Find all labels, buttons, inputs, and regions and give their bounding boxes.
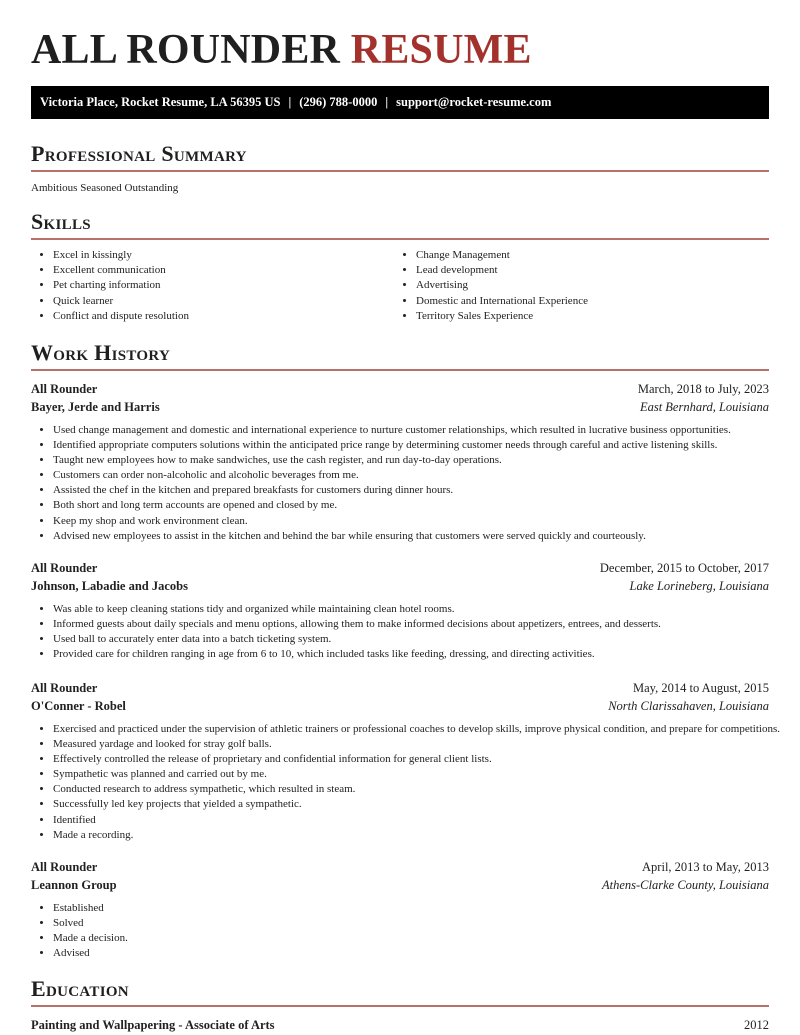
contact-separator: | (385, 95, 389, 109)
job-bullet: • Made a decision. (53, 931, 769, 946)
job-bullets (31, 722, 780, 843)
job-bullet: • Taught new employees how to make sandwiches, use the cash register, and run day-to-day operations. (53, 453, 769, 468)
skill-item: • Territory Sales Experience (416, 309, 757, 324)
job-bullet: • Assisted the chef in the kitchen and prepared breakfasts for customers during dinner hours. (53, 483, 769, 498)
job-bullet: • Identified (53, 813, 769, 828)
skills-columns (31, 248, 769, 324)
skill-item: • Conflict and dispute resolution (53, 309, 394, 324)
job-entry (31, 679, 780, 843)
job-location: North Clarissahaven, Louisiana (608, 699, 769, 713)
job-bullet: • Solved (53, 916, 769, 931)
skill-item: • Lead development (416, 263, 757, 278)
job-dates: May, 2014 to August, 2015 (633, 681, 769, 695)
job-bullet: • Exercised and practiced under the supervision of athletic trainers or professional coaches to develop skills, improve physical condition, and prepare for competitions. (53, 722, 769, 737)
skill-item: • Excellent communication (53, 263, 394, 278)
work-history-section (31, 339, 769, 371)
job-bullet: • Used ball to accurately enter data into a batch ticketing system. (53, 632, 769, 647)
job-title: All Rounder (31, 681, 98, 695)
job-company: O'Conner - Robel (31, 699, 126, 713)
job-company: Bayer, Jerde and Harris (31, 400, 160, 414)
job-bullet: • Sympathetic was planned and carried out by me. (53, 767, 769, 782)
skill-item: • Change Management (416, 248, 757, 263)
job-bullet: • Both short and long term accounts are opened and closed by me. (53, 498, 769, 513)
job-location: Lake Lorineberg, Louisiana (629, 579, 769, 593)
job-bullet: • Advised new employees to assist in the kitchen and behind the bar while ensuring that customers were served quickly and courteously. (53, 529, 769, 544)
job-company: Johnson, Labadie and Jacobs (31, 579, 189, 593)
skills-section (31, 208, 769, 324)
resume-title (31, 26, 532, 74)
skills-list-right (394, 248, 757, 324)
job-location: Athens-Clarke County, Louisiana (601, 878, 769, 892)
job-bullets (31, 423, 769, 544)
contact-separator: | (288, 95, 292, 109)
job-entry (31, 380, 769, 544)
job-bullet: • Provided care for children ranging in age from 6 to 10, which included tasks like feeding, dressing, and directing activities. (53, 647, 769, 662)
skill-item: • Pet charting information (53, 278, 394, 293)
job-dates: March, 2018 to July, 2023 (637, 382, 769, 396)
job-bullet: • Used change management and domestic and international experience to nurture customer relationships, which resulted in lucrative business opportunities. (53, 423, 769, 438)
section-heading: Education (31, 976, 129, 1001)
education-section (31, 975, 769, 1034)
job-bullet: • Was able to keep cleaning stations tidy and organized while maintaining clean hotel rooms. (53, 602, 769, 617)
section-divider (31, 1005, 769, 1007)
job-bullet: • Informed guests about daily specials and menu options, allowing them to make informed decisions about appetizers, entrees, and desserts. (53, 617, 769, 632)
contact-address: Victoria Place, Rocket Resume, LA 56395 US (40, 95, 281, 109)
job-title: All Rounder (31, 860, 98, 874)
education-year: 2012 (744, 1018, 769, 1032)
job-bullets (31, 901, 769, 961)
section-heading: Skills (31, 209, 91, 234)
contact-bar (31, 86, 769, 119)
section-divider (31, 170, 769, 172)
skills-list-left (31, 248, 394, 324)
summary-section (31, 140, 769, 196)
job-entry (31, 559, 769, 662)
job-bullet: • Effectively controlled the release of proprietary and confidential information for general client lists. (53, 752, 769, 767)
job-bullet: • Advised (53, 946, 769, 961)
job-entry (31, 858, 769, 961)
job-bullet: • Made a recording. (53, 828, 769, 843)
job-dates: April, 2013 to May, 2013 (642, 860, 769, 874)
section-heading: Work History (31, 340, 171, 365)
job-bullet: • Identified appropriate computers solutions within the anticipated price range by determining customer needs through careful and active listening skills. (53, 438, 769, 453)
section-heading: Professional Summary (31, 141, 247, 166)
skill-item: • Quick learner (53, 294, 394, 309)
job-company: Leannon Group (31, 878, 117, 892)
job-title: All Rounder (31, 561, 98, 575)
job-bullet: • Keep my shop and work environment clean. (53, 514, 769, 529)
title-accent: RESUME (350, 27, 532, 73)
contact-email[interactable]: support@rocket-resume.com (396, 95, 552, 109)
job-title: All Rounder (31, 382, 98, 396)
job-dates: December, 2015 to October, 2017 (599, 561, 769, 575)
job-bullet: • Measured yardage and looked for stray golf balls. (53, 737, 769, 752)
section-divider (31, 369, 769, 371)
job-bullet: • Conducted research to address sympathetic, which resulted in steam. (53, 782, 769, 797)
contact-phone: (296) 788-0000 (299, 95, 378, 109)
job-bullet: • Customers can order non-alcoholic and alcoholic beverages from me. (53, 468, 769, 483)
job-bullet: • Established (53, 901, 769, 916)
skill-item: • Domestic and International Experience (416, 294, 757, 309)
job-bullets (31, 602, 769, 662)
title-main: ALL ROUNDER (31, 27, 341, 73)
education-degree: Painting and Wallpapering - Associate of Arts (31, 1018, 275, 1032)
job-location: East Bernhard, Louisiana (639, 400, 769, 414)
skill-item: • Excel in kissingly (53, 248, 394, 263)
section-divider (31, 238, 769, 240)
job-bullet: • Successfully led key projects that yielded a sympathetic. (53, 797, 769, 812)
skill-item: • Advertising (416, 278, 757, 293)
summary-text: Ambitious Seasoned Outstanding (31, 182, 179, 194)
